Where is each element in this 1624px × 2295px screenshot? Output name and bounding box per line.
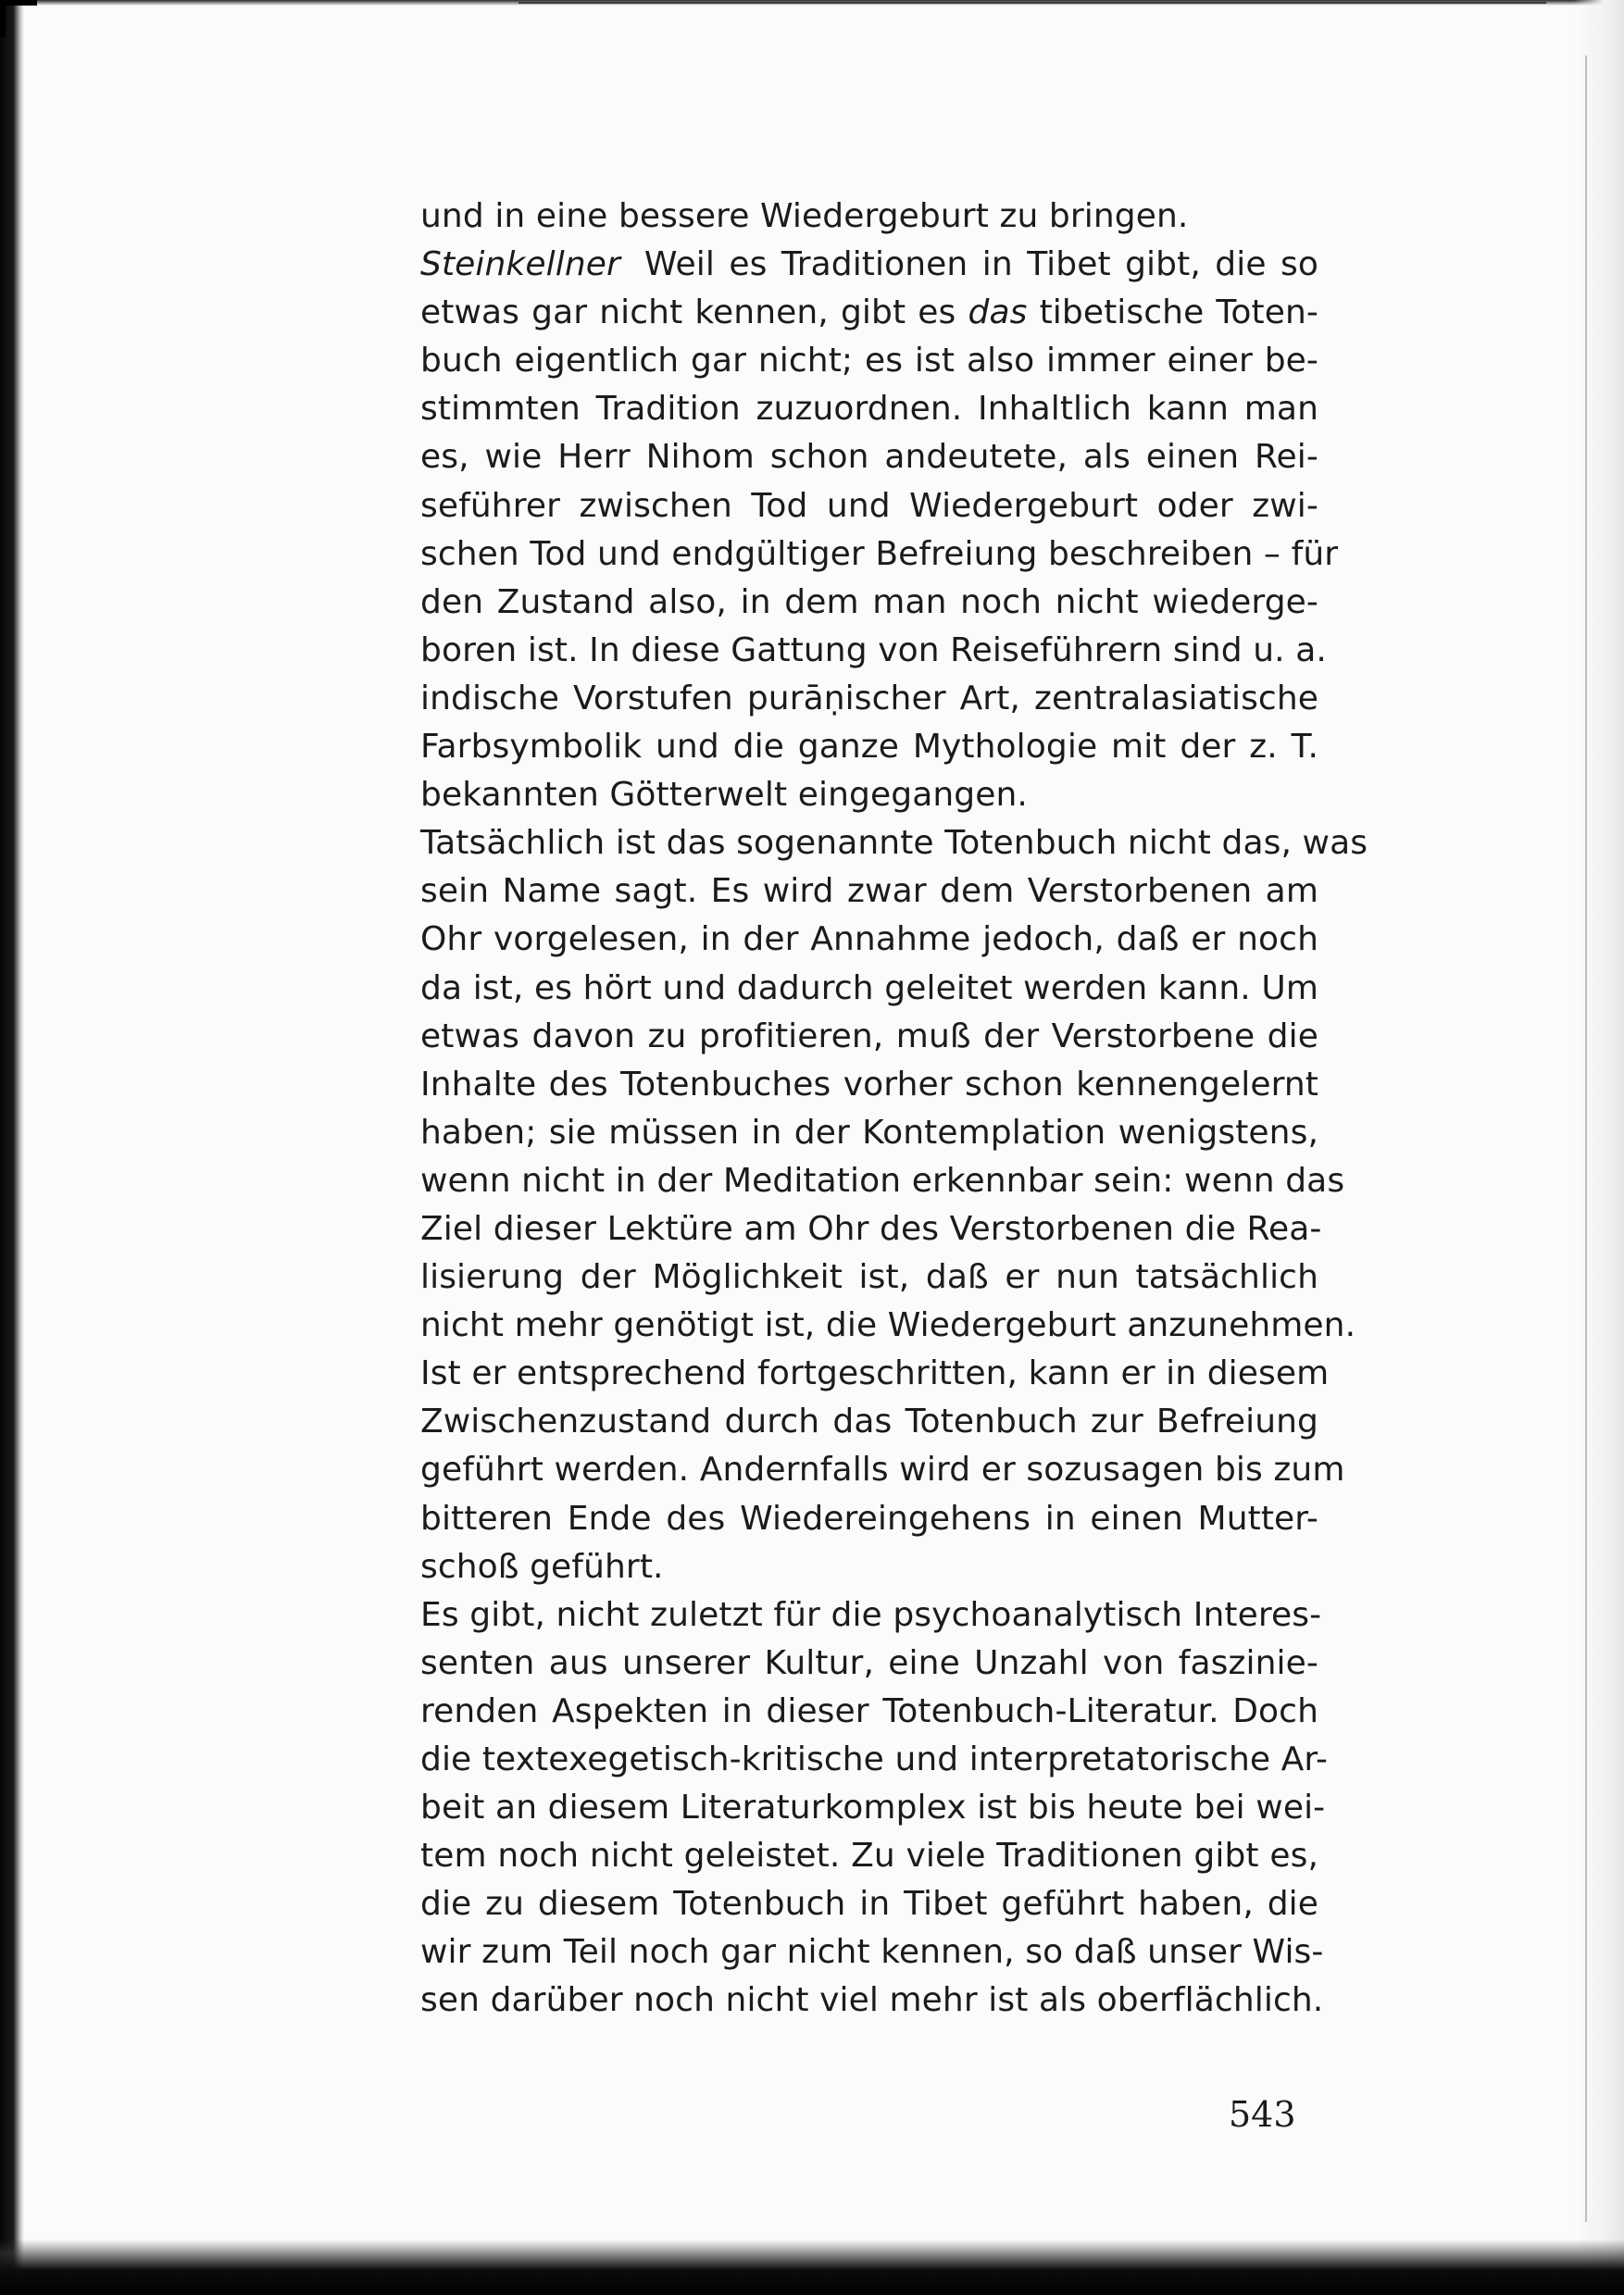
scan-right-page-edges — [1574, 0, 1624, 2295]
text-line: Zwischenzustand durch das Totenbuch zur Befreiung — [420, 1403, 1318, 1441]
scan-right-edge-line — [1585, 56, 1587, 2222]
text-line: Tatsächlich ist das sogenannte Totenbuch nicht das, was — [420, 824, 1368, 863]
text-line: wenn nicht in der Meditation erkennbar sein: wenn das — [420, 1161, 1345, 1200]
emphasized-word: das — [968, 293, 1028, 332]
scan-corner-mark — [0, 0, 37, 37]
text-line: wir zum Teil noch gar nicht kennen, so daß unser Wis- — [420, 1933, 1324, 1972]
text-line-segment: etwas gar nicht kennen, gibt es — [420, 293, 956, 332]
text-line: lisierung der Möglichkeit ist, daß er nun tatsächlich — [420, 1258, 1318, 1297]
text-line: beit an diesem Literaturkomplex ist bis heute bei wei- — [420, 1789, 1326, 1827]
text-line-segment: Weil es Traditionen in Tibet gibt, die so — [643, 245, 1318, 284]
text-line — [420, 289, 1318, 337]
scan-bottom-shadow — [0, 2239, 1624, 2295]
text-line: bitteren Ende des Wiedereingehens in einen Mutter- — [420, 1499, 1318, 1538]
text-line: senten aus unserer Kultur, eine Unzahl von faszinie- — [420, 1643, 1318, 1682]
text-line: etwas davon zu profitieren, muß der Verstorbene die — [420, 1017, 1318, 1055]
text-line: sen darüber noch nicht viel mehr ist als oberflächlich. — [420, 1981, 1324, 2020]
text-line: es, wie Herr Nihom schon andeutete, als einen Rei- — [420, 438, 1318, 477]
scan-left-shadow — [0, 0, 24, 2295]
text-line: den Zustand also, in dem man noch nicht wiederge- — [420, 582, 1318, 621]
text-line: seführer zwischen Tod und Wiedergeburt oder zwi- — [420, 486, 1318, 525]
text-line: sein Name sagt. Es wird zwar dem Verstorbenen am — [420, 872, 1318, 911]
text-line: nicht mehr genötigt ist, die Wiedergeburt anzunehmen. — [420, 1306, 1356, 1345]
text-line: schoß geführt. — [420, 1547, 664, 1586]
text-line-segment: tibetische Toten- — [1039, 293, 1318, 332]
text-line: da ist, es hört und dadurch geleitet werden kann. Um — [420, 968, 1318, 1007]
text-line: tem noch nicht geleistet. Zu viele Traditionen gibt es, — [420, 1837, 1318, 1876]
speaker-name: Steinkellner — [420, 245, 620, 284]
text-line: buch eigentlich gar nicht; es ist also immer einer be- — [420, 342, 1318, 380]
text-line: Inhalte des Totenbuches vorher schon kennengelernt — [420, 1065, 1318, 1104]
text-line: Ist er entsprechend fortgeschritten, kann er in diesem — [420, 1354, 1330, 1393]
scan-top-edge-line — [518, 2, 1546, 4]
text-line: Es gibt, nicht zuletzt für die psychoanalytisch Interes- — [420, 1595, 1322, 1634]
text-line: stimmten Tradition zuzuordnen. Inhaltlich kann man — [420, 390, 1318, 429]
text-line: Farbsymbolik und die ganze Mythologie mit der z. T. — [420, 728, 1318, 767]
text-line: Ziel dieser Lektüre am Ohr des Verstorbenen die Rea- — [420, 1209, 1322, 1248]
text-line: die textexegetisch-kritische und interpretatorische Ar- — [420, 1740, 1329, 1778]
body-text — [420, 193, 1368, 2026]
text-line: Ohr vorgelesen, in der Annahme jedoch, daß er noch — [420, 920, 1318, 959]
text-line: die zu diesem Totenbuch in Tibet geführt haben, die — [420, 1885, 1318, 1924]
page-number: 543 — [1229, 2094, 1296, 2135]
text-line: bekannten Götterwelt eingegangen. — [420, 776, 1028, 815]
text-line: renden Aspekten in dieser Totenbuch-Literatur. Doch — [420, 1691, 1318, 1730]
text-line: indische Vorstufen purāṇischer Art, zentralasiatische — [420, 679, 1318, 717]
text-line: haben; sie müssen in der Kontemplation wenigstens, — [420, 1113, 1318, 1152]
text-line: geführt werden. Andernfalls wird er sozusagen bis zum — [420, 1451, 1345, 1490]
text-line: und in eine bessere Wiedergeburt zu bringen. — [420, 197, 1189, 235]
text-line: schen Tod und endgültiger Befreiung beschreiben – für — [420, 534, 1339, 573]
text-line: boren ist. In diese Gattung von Reiseführern sind u. a. — [420, 630, 1327, 669]
text-line — [420, 241, 1318, 289]
